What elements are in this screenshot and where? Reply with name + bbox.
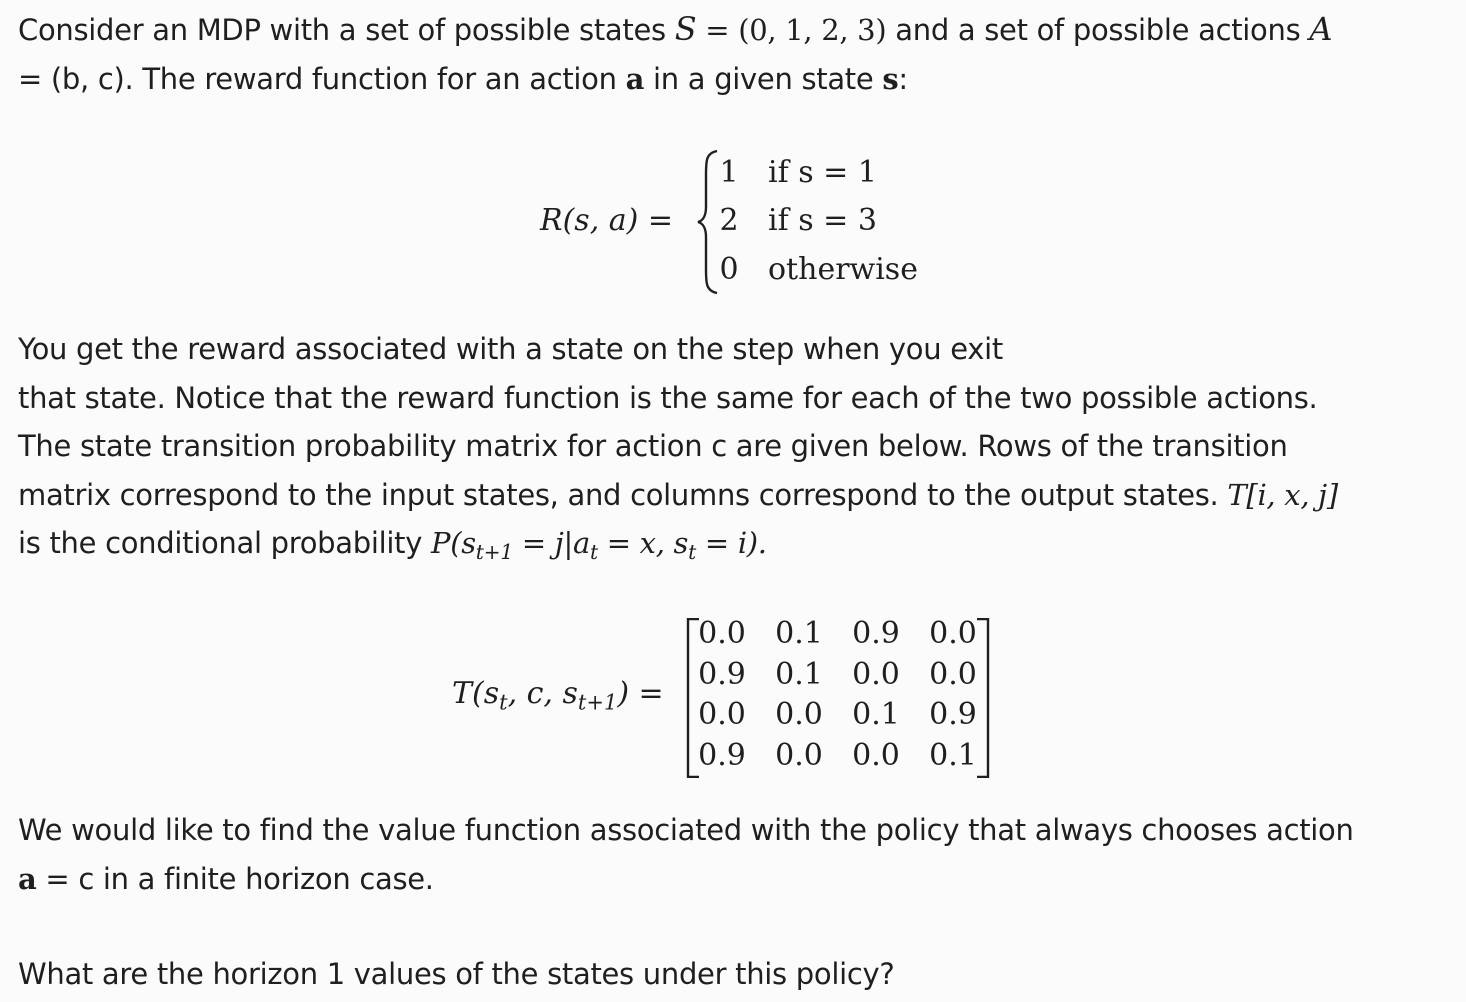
description-line: You get the reward associated with a state on the step when you exit — [18, 332, 1003, 366]
transition-lhs: $T(s_t$, c, $s_{t+1}$) = — [452, 676, 664, 715]
matrix-cell: 0.0 — [929, 616, 977, 651]
description-line: matrix correspond to the input states, and columns correspond to the output states. — [18, 477, 1219, 512]
right-bracket-icon — [976, 618, 990, 778]
goal-line: We would like to find the value function associated with the policy that always chooses action — [18, 813, 1354, 847]
matrix-cell: 0.1 — [852, 697, 900, 732]
question: What are the horizon 1 values of the states under this policy? — [18, 957, 895, 991]
left-brace-icon — [697, 149, 719, 295]
matrix-cell: 0.0 — [852, 656, 900, 692]
matrix-cell: 0.1 — [929, 737, 977, 773]
action-symbol: a — [625, 61, 645, 96]
case-condition: if s = 1 — [768, 155, 877, 190]
description-line: that state. Notice that the reward function is the same for each of the two possible actions. — [18, 380, 1318, 415]
case-value: 0 — [719, 252, 739, 287]
matrix-cell: 0.9 — [698, 656, 746, 692]
matrix-cell: 0.0 — [698, 697, 746, 732]
intro-text-2: and a set of possible actions — [886, 13, 1310, 47]
states-symbol: S — [674, 10, 697, 48]
matrix-cell: 0.9 — [698, 737, 746, 773]
goal-line: = c in a finite horizon case. — [36, 861, 434, 896]
case-condition: if s = 3 — [768, 203, 877, 238]
conditional-probability: $P(s_{t+1} = j|a_t = x$, $s_t = i$). — [430, 526, 767, 565]
matrix-cell: 0.0 — [775, 737, 823, 773]
matrix-cell: 0.1 — [775, 656, 823, 692]
action-symbol: a — [18, 861, 37, 896]
intro-text-4: in a given state — [644, 61, 883, 96]
matrix-cell: 0.9 — [929, 697, 977, 732]
matrix-cell: 0.0 — [775, 697, 823, 732]
case-value: 1 — [719, 155, 739, 190]
actions-symbol: A — [1309, 10, 1333, 48]
states-set: = (0, 1, 2, 3) — [696, 13, 887, 47]
case-condition: otherwise — [768, 252, 918, 287]
matrix-cell: 0.0 — [698, 616, 746, 651]
intro-paragraph — [18, 5, 1448, 103]
case-value: 2 — [719, 203, 739, 238]
matrix-cell: 0.0 — [852, 737, 900, 773]
matrix-cell: 0.9 — [852, 616, 900, 651]
matrix-cell: 0.1 — [775, 616, 823, 651]
state-symbol: s — [882, 61, 899, 96]
reward-lhs: R(s, a) = — [540, 203, 674, 238]
goal-paragraph — [18, 806, 1448, 903]
intro-text: Consider an MDP with a set of possible states — [18, 13, 666, 47]
description-line: is the conditional probability — [18, 526, 423, 560]
description-paragraph — [18, 325, 1448, 568]
matrix-cell: 0.0 — [929, 656, 977, 692]
intro-text-3: = (b, c). The reward function for an action — [18, 61, 626, 96]
description-line: The state transition probability matrix for action c are given below. Rows of the transition — [18, 429, 1288, 463]
intro-text-5: : — [898, 61, 908, 96]
transition-notation: T[i, x, j] — [1227, 477, 1338, 512]
